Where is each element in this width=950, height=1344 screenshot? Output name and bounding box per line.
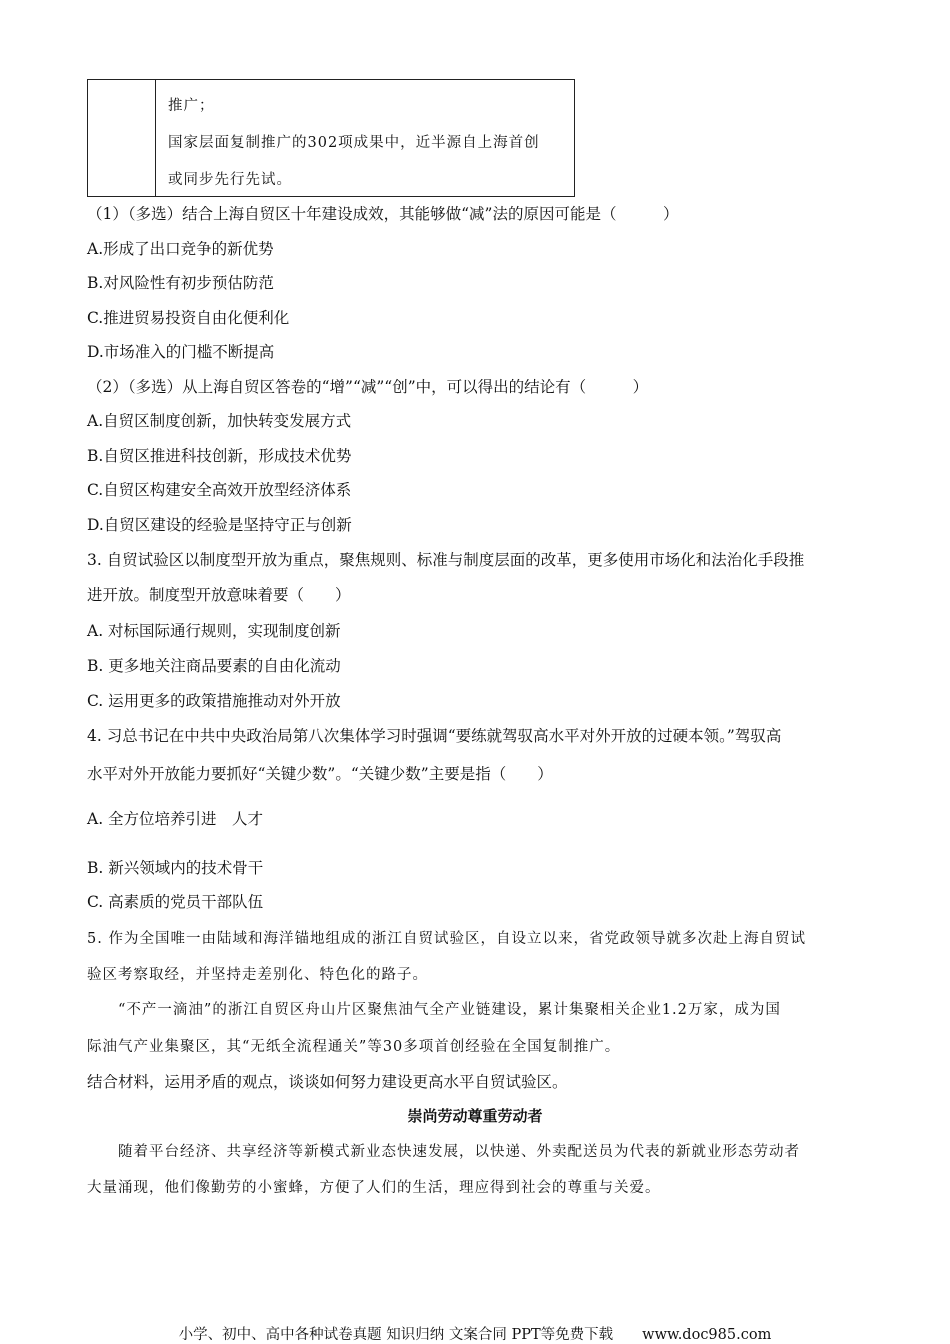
option-d: D.自贸区建设的经验是坚持守正与创新: [87, 516, 352, 534]
option-c: C.自贸区构建安全高效开放型经济体系: [87, 481, 352, 499]
table-label-cell: [88, 80, 156, 196]
question-stem: （2）（多选）从上海自贸区答卷的“增”“减”“创”中，可以得出的结论有（ ）: [87, 378, 649, 396]
option-a: A. 全方位培养引进 人才: [87, 810, 264, 828]
material-text: 5. 作为全国唯一由陆域和海洋锚地组成的浙江自贸试验区，自设立以来，省党政领导就多次赴上海自贸试: [87, 931, 806, 947]
question-stem: 进开放。制度型开放意味着要（ ）: [87, 586, 351, 604]
option-c: C.推进贸易投资自由化便利化: [87, 309, 290, 327]
question-stem: 4. 习总书记在中共中央政治局第八次集体学习时强调“要练就驾驭高水平对外开放的过硬本领。”驾驭高: [87, 727, 782, 745]
question-stem: 水平对外开放能力要抓好“关键少数”。“关键少数”主要是指（ ）: [87, 765, 553, 783]
question-stem: （1）（多选）结合上海自贸区十年建设成效，其能够做“减”法的原因可能是（ ）: [87, 205, 679, 223]
section-text: 随着平台经济、共享经济等新模式新业态快速发展，以快递、外卖配送员为代表的新就业形态劳动者: [87, 1144, 800, 1160]
option-b: B. 更多地关注商品要素的自由化流动: [87, 657, 341, 675]
option-a: A. 对标国际通行规则，实现制度创新: [87, 622, 341, 640]
question-prompt: 结合材料，运用矛盾的观点，谈谈如何努力建设更高水平自贸试验区。: [87, 1073, 568, 1091]
table-line: 推广；: [168, 98, 215, 114]
option-a: A.自贸区制度创新，加快转变发展方式: [87, 412, 352, 430]
section-title: 崇尚劳动尊重劳动者: [407, 1107, 543, 1125]
option-c: C. 运用更多的政策措施推动对外开放: [87, 692, 341, 710]
option-b: B. 新兴领域内的技术骨干: [87, 859, 264, 877]
option-d: D.市场准入的门槛不断提高: [87, 343, 275, 361]
option-b: B.自贸区推进科技创新，形成技术优势: [87, 447, 352, 465]
option-c: C. 高素质的党员干部队伍: [87, 893, 264, 911]
table-line: 或同步先行先试。: [168, 172, 292, 188]
material-text: “不产一滴油”的浙江自贸区舟山片区聚焦油气全产业链建设，累计集聚相关企业1.2万家，成为国: [87, 1002, 781, 1018]
page-footer: 小学、初中、高中各种试卷真题 知识归纳 文案合同 PPT等免费下载 www.doc985.com: [178, 1327, 772, 1343]
table-line: 国家层面复制推广的302项成果中，近半源自上海首创: [168, 135, 540, 151]
material-text: 际油气产业集聚区，其“无纸全流程通关”等30多项首创经验在全国复制推广。: [87, 1039, 621, 1055]
option-a: A.形成了出口竞争的新优势: [87, 240, 274, 258]
option-b: B.对风险性有初步预估防范: [87, 274, 274, 292]
material-table: [87, 79, 575, 197]
question-stem: 3. 自贸试验区以制度型开放为重点，聚焦规则、标准与制度层面的改革，更多使用市场化和法治化手段推: [87, 551, 805, 569]
material-text: 验区考察取经，并坚持走差别化、特色化的路子。: [87, 967, 428, 983]
section-text: 大量涌现，他们像勤劳的小蜜蜂，方便了人们的生活，理应得到社会的尊重与关爱。: [87, 1180, 661, 1196]
table-content-cell: [168, 88, 566, 199]
